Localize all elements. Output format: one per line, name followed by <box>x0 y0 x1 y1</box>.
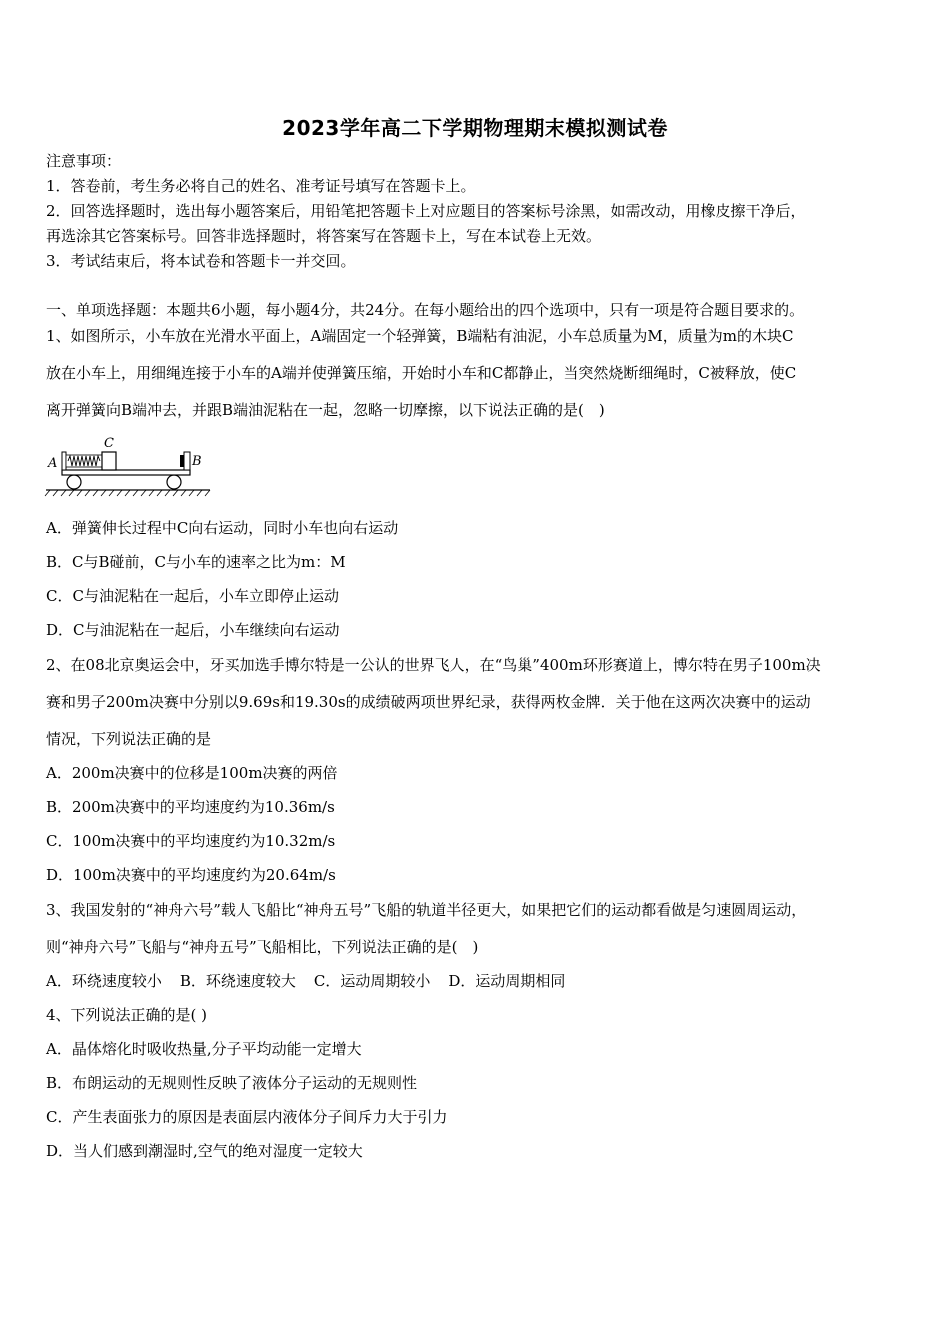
cart-spring-figure <box>44 434 214 498</box>
option: C．产生表面张力的原因是表面层内液体分子间斥力大于引力 <box>46 1108 448 1126</box>
putty <box>180 455 184 467</box>
option: C．运动周期较小 <box>313 972 431 990</box>
label-a: A <box>48 456 58 471</box>
question-stem-line: 则“神舟六号”飞船与“神舟五号”飞船相比，下列说法正确的是( ) <box>46 938 479 956</box>
question-stem-line: 赛和男子200m决赛中分别以9.69s和19.30s的成绩破两项世界纪录，获得两枚金牌．关于他在这两次决赛中的运动 <box>46 693 811 711</box>
question-stem-line: 2、在08北京奥运会中，牙买加选手博尔特是一公认的世界飞人，在“鸟巢”400m环形赛道上，博尔特在男子100m决 <box>46 656 821 674</box>
question-stem-line: 情况，下列说法正确的是 <box>46 730 212 748</box>
option: B．环绕速度较大 <box>179 972 296 990</box>
option: B．布朗运动的无规则性反映了液体分子运动的无规则性 <box>46 1074 418 1092</box>
section-heading: 一、单项选择题：本题共6小题，每小题4分，共24分。在每小题给出的四个选项中，只有一项是符合题目要求的。 <box>46 301 805 319</box>
option: D．100m决赛中的平均速度约为20.64m/s <box>46 866 336 884</box>
label-b: B <box>192 454 202 469</box>
block-c <box>102 452 116 470</box>
option: A．晶体熔化时吸收热量,分子平均动能一定增大 <box>46 1040 362 1058</box>
option: A．环绕速度较小 <box>46 972 162 990</box>
option: D．C与油泥粘在一起后，小车继续向右运动 <box>46 621 340 639</box>
option: D．运动周期相同 <box>448 972 566 990</box>
option: B．200m决赛中的平均速度约为10.36m/s <box>46 798 335 816</box>
question-stem-line: 离开弹簧向B端冲去，并跟B端油泥粘在一起，忽略一切摩擦，以下说法正确的是( ) <box>46 401 605 419</box>
notice-item: 1．答卷前，考生务必将自己的姓名、准考证号填写在答题卡上。 <box>46 177 476 195</box>
question-stem-line: 放在小车上，用细绳连接于小车的A端并使弹簧压缩，开始时小车和C都静止，当突然烧断细绳时，C被释放，使C <box>46 364 797 382</box>
wheel-right <box>167 475 181 489</box>
notice-heading: 注意事项： <box>46 152 122 170</box>
notice-item: 2．回答选择题时，选出每小题答案后，用铅笔把答题卡上对应题目的答案标号涂黑，如需改动，用橡皮擦干净后， <box>46 202 806 220</box>
cart-body <box>62 470 190 475</box>
option: A．200m决赛中的位移是100m决赛的两倍 <box>46 764 338 782</box>
question-stem-line: 1、如图所示，小车放在光滑水平面上，A端固定一个轻弹簧，B端粘有油泥，小车总质量为M，质量为m的木块C <box>46 327 794 345</box>
option: C．100m决赛中的平均速度约为10.32m/s <box>46 832 336 850</box>
question-stem-line: 3、我国发射的“神舟六号”载人飞船比“神舟五号”飞船的轨道半径更大，如果把它们的运动都看做是匀速圆周运动， <box>46 901 807 919</box>
option-row <box>46 970 583 992</box>
option: B．C与B碰前，C与小车的速率之比为m：M <box>46 553 346 571</box>
wheel-left <box>67 475 81 489</box>
option: A．弹簧伸长过程中C向右运动，同时小车也向右运动 <box>46 519 399 537</box>
option: C．C与油泥粘在一起后，小车立即停止运动 <box>46 587 339 605</box>
label-c: C <box>104 436 114 451</box>
page-title: 2023学年高二下学期物理期末模拟测试卷 <box>282 116 668 140</box>
notice-item: 再选涂其它答案标号。回答非选择题时，将答案写在答题卡上，写在本试卷上无效。 <box>46 227 602 245</box>
option: D．当人们感到潮湿时,空气的绝对湿度一定较大 <box>46 1142 363 1160</box>
question-stem-line: 4、下列说法正确的是( ) <box>46 1006 208 1024</box>
notice-item: 3．考试结束后，将本试卷和答题卡一并交回。 <box>46 252 356 270</box>
